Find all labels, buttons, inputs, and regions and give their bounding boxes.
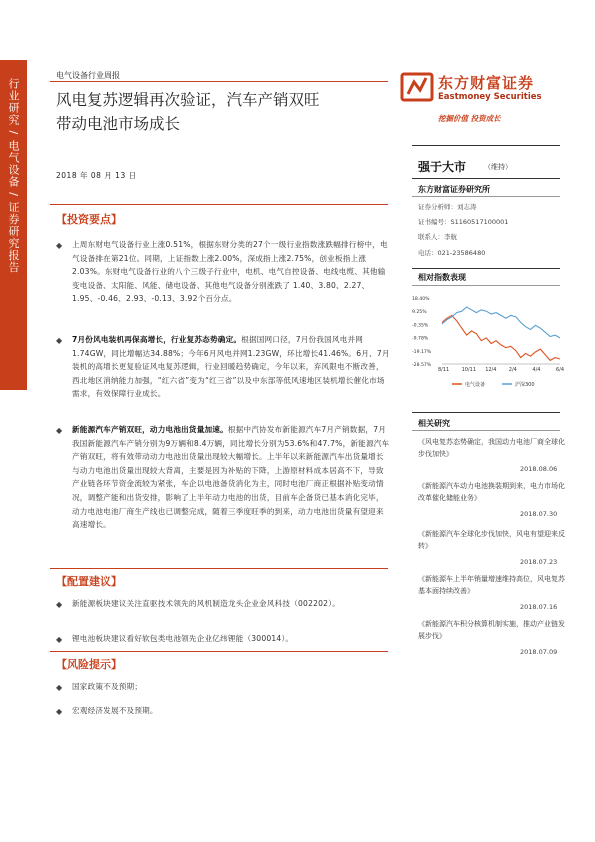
key-point-2-lead: 7月份风电装机再保高增长，行业复苏态势确定。 xyxy=(72,335,242,344)
risk-2: 宏观经济发展不及预期。 xyxy=(72,706,158,715)
section-title-risk: 【风险提示】 xyxy=(56,658,122,671)
key-point-3 xyxy=(72,423,390,532)
related-item[interactable]: 《风电复苏态势确定，我国动力电池厂商全球化步伐加快》 xyxy=(418,438,565,458)
allocation-2: 锂电池板块建议看好软包类电池领先企业亿纬锂能（300014）。 xyxy=(72,634,294,643)
brand-name-cn: 东方财富证券 xyxy=(438,74,535,92)
report-date: 2018 年 08 月 13 日 xyxy=(56,171,137,180)
header-divider xyxy=(50,81,388,82)
related-heading: 相关研究 xyxy=(418,419,450,428)
related-divider-top xyxy=(412,412,560,413)
related-date: 2018.07.09 xyxy=(520,648,558,656)
rating-label: 强于大市 xyxy=(418,160,467,174)
allocation-1: 新能源板块建议关注直驱技术领先的风机制造龙头企业金风科技（002202）。 xyxy=(72,599,340,608)
y-tick-label: -9.78% xyxy=(412,336,429,342)
key-point-3-lead: 新能源汽车产销双旺，动力电池出货量加速。 xyxy=(72,425,228,434)
key-point-2 xyxy=(72,333,390,401)
section-divider-key-points xyxy=(50,204,388,205)
eastmoney-logo-icon xyxy=(400,70,434,104)
bullet-icon: ◆ xyxy=(56,336,63,345)
bullet-icon: ◆ xyxy=(56,426,63,435)
title-line-1: 风电复苏逻辑再次验证，汽车产销双旺 xyxy=(56,91,320,109)
legend-label: 电气设备 xyxy=(465,382,486,388)
report-type: 电气设备行业周报 xyxy=(56,71,120,80)
rating-sub: （维持） xyxy=(484,163,512,171)
rating-divider-bottom xyxy=(412,178,560,179)
sidebar-label: 行业研究 / 电气设备 / 证券研究报告 xyxy=(7,78,20,274)
cert-number: 证书编号：S1160517100001 xyxy=(418,218,509,226)
related-divider xyxy=(412,430,560,431)
key-point-3-body: 根据中汽协发布新能源汽车7月产销数据，7月我国新能源汽车产销分别为9万辆和8.4万辆，同比增长分别为53.6%和47.7%，新能源汽车产销双旺，将有效带动动力电池出货量出现较大幅增长。上半年以来新能源汽车出货量增长与动力电池出货量出现较大背离，主要是因为补贴的下降，上游原材料成本居高不下，导致产业链各环节资金流较为紧张，车企以电池备货消化为主，同时电池厂商正根据补贴变动情况，调整产能和出货安排，影响了上半年动力电池的出货，目前车企备货已基本消化完毕，动力电池电池厂商生产线也已调整完成，随着三季度旺季的到来，动力电池出货量有望迎来高速增长。 xyxy=(72,425,390,530)
left-sidebar xyxy=(0,0,27,842)
series-line-2 xyxy=(442,307,560,338)
section-title-key-points: 【投资要点】 xyxy=(56,213,122,226)
x-tick-label: 10/11 xyxy=(461,367,477,373)
contact: 联系人：李航 xyxy=(418,233,457,241)
y-tick-label: 18.40% xyxy=(412,297,430,302)
legend-label: 沪深300 xyxy=(515,382,535,388)
analyst: 证券分析师：刘志涛 xyxy=(418,203,477,211)
page-title xyxy=(56,88,396,136)
title-line-2: 带动电池市场成长 xyxy=(56,115,181,133)
related-date: 2018.07.16 xyxy=(520,603,558,611)
x-tick-label: 8/11 xyxy=(438,367,450,373)
series-line-1 xyxy=(442,315,560,360)
bullet-icon: ◆ xyxy=(56,241,63,250)
x-tick-label: 2/4 xyxy=(508,367,517,373)
bullet-icon: ◆ xyxy=(56,635,63,644)
section-divider-allocation xyxy=(50,568,388,569)
relative-index-chart xyxy=(412,292,565,392)
related-item[interactable]: 《新能源汽车积分核算机制实施，推动产业链发展步伐》 xyxy=(418,620,565,640)
institute-divider xyxy=(412,196,560,197)
y-tick-label: -28.57% xyxy=(412,363,432,368)
bullet-icon: ◆ xyxy=(56,683,63,692)
chart-divider-top xyxy=(412,268,560,269)
risk-1: 国家政策不及预期； xyxy=(72,682,143,691)
y-tick-label: -19.17% xyxy=(412,349,432,355)
related-date: 2018.08.06 xyxy=(520,465,558,473)
related-date: 2018.07.23 xyxy=(520,558,558,566)
section-divider-risk xyxy=(50,651,388,652)
key-point-1 xyxy=(72,238,390,306)
x-tick-label: 12/4 xyxy=(485,367,497,373)
brand-name-en: Eastmoney Securities xyxy=(438,92,542,102)
key-point-1-body: 上周东财电气设备行业上涨0.51%，根据东财分类的27个一级行业指数涨跌幅排行榜中，电气设备排在第21位。同期，上证指数上涨2.00%，深成指上涨2.75%，创业板指上涨2.03%。东财电气设备行业的八个三级子行业中，电机、电气自控设备、电线电缆、其他输变电设备、太阳能、风能、储电设备、其他电气设备分别涨跌了 1.40、3.80、2.27、1.95、-0.46、2.93、-0.13、3.92个百分点。 xyxy=(72,240,388,304)
related-item[interactable]: 《新能源汽车动力电池换装期到来，电力市场化改革催化储能业务》 xyxy=(418,482,565,502)
related-item[interactable]: 《新能源汽车全球化步伐加快，风电有望迎来反转》 xyxy=(418,530,565,550)
phone: 电话：021-23586480 xyxy=(418,249,486,257)
related-item[interactable]: 《新能源车上半年销量增速维持高位，风电复苏基本面持续改善》 xyxy=(418,575,565,595)
related-date: 2018.07.30 xyxy=(520,510,558,518)
y-tick-label: -0.35% xyxy=(412,323,429,329)
y-tick-label: 9.25% xyxy=(412,310,427,316)
bullet-icon: ◆ xyxy=(56,707,63,716)
brand-slogan: 挖掘价值 投资成长 xyxy=(438,114,501,123)
key-point-2-body: 根据国网口径，7月份我国风电并网1.74GW，同比增幅达34.88%；今年6月风电并网1.23GW，环比增长41.46%。6月、7月装机的高增长更复验证风电复苏逻辑，行业回暖趋势确定，今年以来，弃风限电不断改善，西北地区消纳能力加强，“红六省”变为“红三省”以及中东部等低风速地区装机增长催化市场需求，有效保障行业成长。 xyxy=(72,335,390,399)
x-tick-label: 6/4 xyxy=(556,367,565,373)
x-tick-label: 4/4 xyxy=(532,367,541,373)
chart-divider xyxy=(412,285,560,286)
institute-name: 东方财富证券研究所 xyxy=(418,185,490,194)
chart-title: 相对指数表现 xyxy=(418,273,466,282)
section-title-allocation: 【配置建议】 xyxy=(56,575,122,588)
bullet-icon: ◆ xyxy=(56,600,63,609)
rating-divider-top xyxy=(412,145,560,146)
